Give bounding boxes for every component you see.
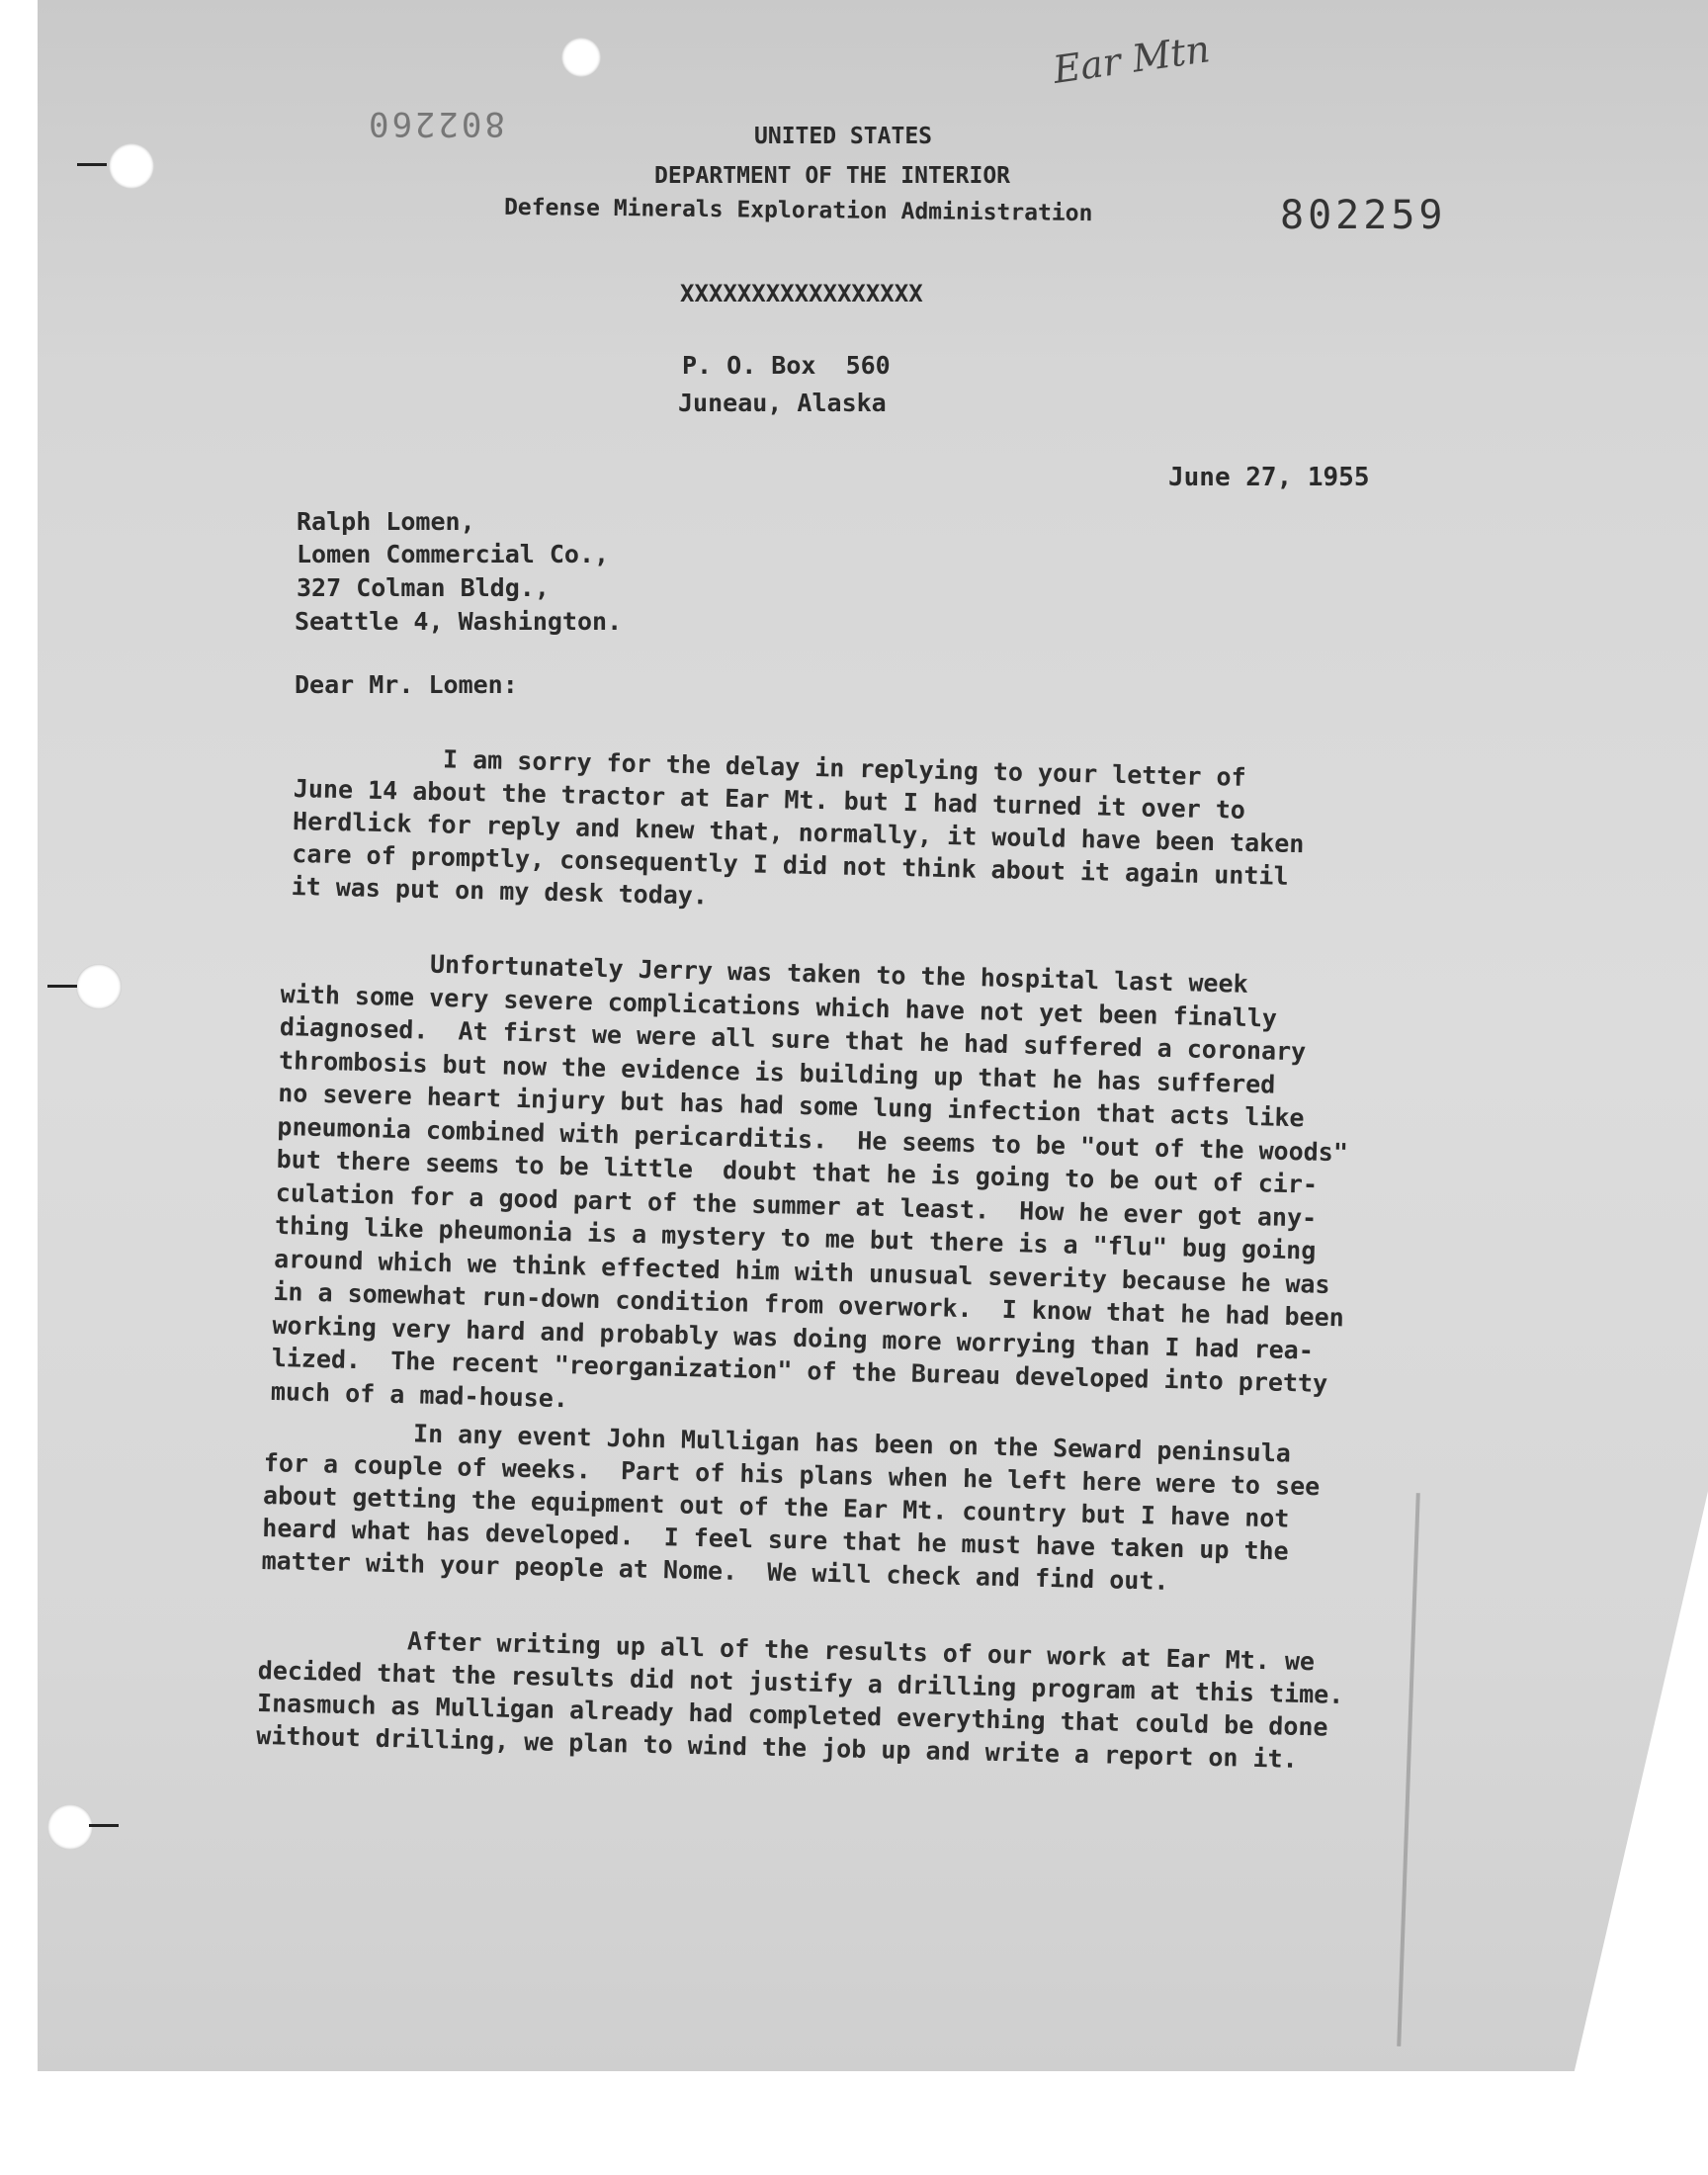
recipient-address: 327 Colman Bldg., bbox=[297, 573, 550, 602]
office-po-box: P. O. Box 560 bbox=[682, 351, 891, 380]
punch-hole-mark bbox=[89, 1824, 119, 1827]
salutation: Dear Mr. Lomen: bbox=[295, 670, 518, 699]
punch-hole-mark bbox=[77, 163, 107, 166]
header-department: DEPARTMENT OF THE INTERIOR bbox=[654, 163, 1011, 189]
letter-date: June 27, 1955 bbox=[1168, 463, 1370, 492]
handwritten-note: Ear Mtn bbox=[1050, 27, 1213, 92]
recipient-company: Lomen Commercial Co., bbox=[297, 540, 610, 568]
struck-out-text: XXXXXXXXXXXXXXXXX bbox=[680, 280, 923, 307]
punch-hole-top-edge bbox=[561, 38, 601, 77]
body-paragraph: After writing up all of the results of our work at Ear Mt. we decided that the results did not justify a drilling program at this time. Inasmuch as Mulligan already had completed everything that could be done without drilling, we plan to wind the job up and write a report on it. bbox=[256, 1622, 1344, 1774]
body-paragraph: Unfortunately Jerry was taken to the hospital last week with some very severe complications which have not yet been finally diagnosed. At first we were all sure that he had suffered a coronary thrombosis but now the evidence is building up that he has suffered no severe heart injury but has had some lung infection that acts like pneumonia combined with pericarditis. He seems to be "out of the woods" but there seems to be little doubt that he is going to be out of cir- culation for a good part of the summer at least. How he ever got any- thing like pheumonia is a mystery to me but there is a "flu" bug going around which we think effected him with unusual severity because he was in a somewhat run-down condition from overwork. I know that he had been working very hard and probably was doing more worrying than I had rea- lized. The recent "reorganization" of the Bureau developed into pretty much of a mad-house. bbox=[270, 945, 1349, 1413]
stamped-number: 802260 bbox=[366, 104, 505, 143]
header-country: UNITED STATES bbox=[754, 124, 933, 149]
recipient-name: Ralph Lomen, bbox=[297, 507, 475, 536]
office-city: Juneau, Alaska bbox=[678, 389, 887, 417]
recipient-city: Seattle 4, Washington. bbox=[295, 607, 623, 636]
header-administration: Defense Minerals Exploration Administration bbox=[503, 194, 1093, 227]
punch-hole-mark bbox=[47, 985, 77, 988]
file-number: 802259 bbox=[1280, 193, 1447, 238]
punch-hole-top bbox=[109, 143, 154, 189]
body-paragraph: In any event John Mulligan has been on the Seward peninsula for a couple of weeks. Part of his plans when he left here were to see about getting the equipment out of the Ear Mt. country but I have not heard what has developed. I feel sure that he must have taken up the matter with your people at Nome. We will check and find out. bbox=[261, 1415, 1321, 1596]
punch-hole-middle bbox=[76, 964, 122, 1009]
punch-hole-bottom bbox=[47, 1804, 93, 1850]
body-paragraph: I am sorry for the delay in replying to your letter of June 14 about the tractor at Ear Mt. but I had turned it over to Herdlick for reply and knew that, normally, it would have been taken care of promptly, consequently I did not think about it again until it was put on my desk today. bbox=[291, 740, 1305, 911]
